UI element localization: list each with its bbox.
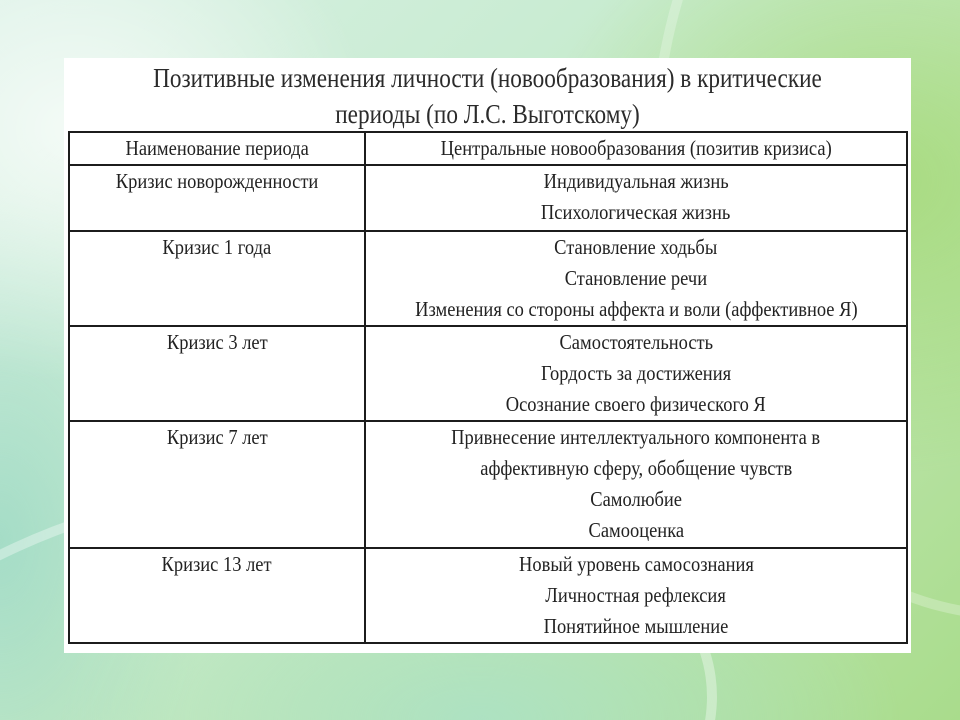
neoformations-cell: Самостоятельность Гордость за достижения Осознание своего физического Я bbox=[365, 326, 907, 421]
period-cell: Кризис 1 года bbox=[69, 231, 365, 326]
title-line-1: Позитивные изменения личности (новообразования) в критические bbox=[153, 63, 822, 93]
table-header-row bbox=[69, 132, 907, 165]
table-row bbox=[69, 326, 907, 421]
neoformations-cell: Новый уровень самосознания Личностная рефлексия Понятийное мышление bbox=[365, 548, 907, 643]
neoformations-cell: Привнесение интеллектуального компонента в аффективную сферу, обобщение чувств Самолюбие Самооценка bbox=[365, 421, 907, 548]
header-period: Наименование периода bbox=[69, 132, 365, 165]
table-row bbox=[69, 165, 907, 231]
period-cell: Кризис 7 лет bbox=[69, 421, 365, 548]
period-cell: Кризис 3 лет bbox=[69, 326, 365, 421]
crisis-table bbox=[68, 131, 908, 644]
neoformations-cell: Становление ходьбы Становление речи Изменения со стороны аффекта и воли (аффективное Я) bbox=[365, 231, 907, 326]
period-cell: Кризис новорожденности bbox=[69, 165, 365, 231]
period-cell: Кризис 13 лет bbox=[69, 548, 365, 643]
table-row bbox=[69, 421, 907, 548]
title-line-2: периоды (по Л.С. Выготскому) bbox=[335, 99, 640, 129]
table-row bbox=[69, 231, 907, 326]
slide-title bbox=[123, 60, 851, 132]
slide-content bbox=[64, 58, 911, 653]
neoformations-cell: Индивидуальная жизнь Психологическая жизнь bbox=[365, 165, 907, 231]
table-row bbox=[69, 548, 907, 643]
header-neoformations: Центральные новообразования (позитив кризиса) bbox=[365, 132, 907, 165]
